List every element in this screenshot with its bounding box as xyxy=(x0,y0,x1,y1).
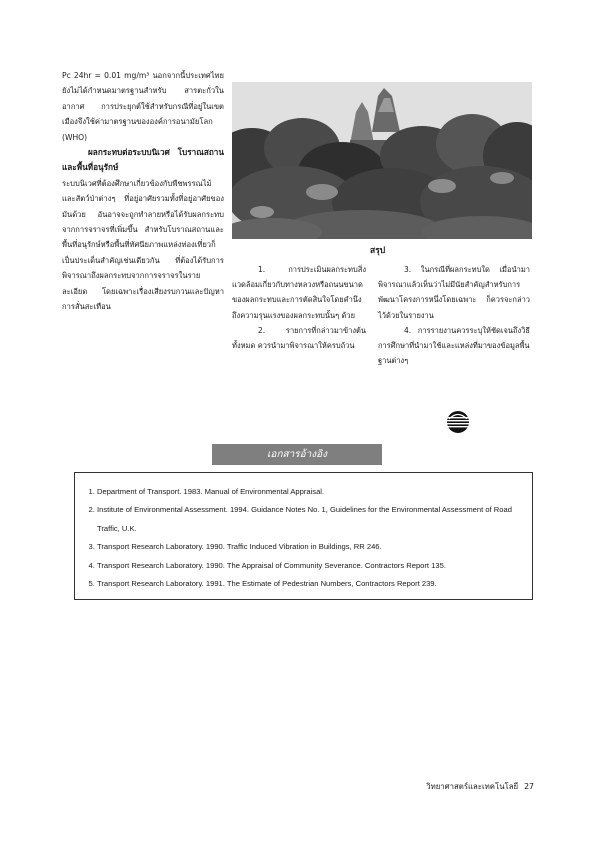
summary-item-1: 1. การประเมินผลกระทบสิ่งแวดล้อมเกี่ยวกับทางหลวงหรือถนนขนาดของผลกระทบและการตัดสินใจโดยคำนึงถึงความรุนแรงของผลกระทบนั้นๆ ด้วย xyxy=(232,265,366,320)
reference-item: 3. Transport Research Laboratory. 1990. Traffic Induced Vibration in Buildings, RR 246. xyxy=(97,538,524,556)
reference-item: 2. Institute of Environmental Assessment. 1994. Guidance Notes No. 1, Guidelines for the Environmental Assessment of Road Traffic, U.K. xyxy=(97,501,524,538)
left-column xyxy=(62,68,224,315)
temple-ruins-illustration xyxy=(232,82,532,239)
temple-ruins-photo xyxy=(232,82,532,239)
end-mark-logo-icon xyxy=(446,410,470,434)
summary-item-2: 2. รายการที่กล่าวมาข้างต้นทั้งหมด ควรนำมาพิจารณาให้ครบถ้วน xyxy=(232,325,366,351)
summary-item-4: 4. การรายงานควรระบุให้ชัดเจนถึงวิธีการศึกษาที่นำมาใช้และแหล่งที่มาของข้อมูลพื้นฐานต่างๆ xyxy=(378,325,530,366)
summary-heading: สรุป xyxy=(370,246,386,256)
reference-item: 5. Transport Research Laboratory. 1991. The Estimate of Pedestrian Numbers, Contractors Report 239. xyxy=(97,575,524,593)
reference-item: 1. Department of Transport. 1983. Manual of Environmental Appraisal. xyxy=(97,483,524,501)
paragraph-lead-standard: Pc 24hr = 0.01 mg/m³ นอกจากนี้ประเทศไทยยังไม่ได้กำหนดมาตรฐานสำหรับ สารตะกั่วในอากาศ การประยุกต์ใช้สำหรับกรณีที่อยู่ในเขตเมืองจึงใช้ค่ามาตรฐานขององค์การอนามัยโลก (WHO) xyxy=(62,71,224,142)
page-number: 27 xyxy=(524,782,534,791)
section-heading-ecosystem: ผลกระทบต่อระบบนิเวศ โบราณสถานและพื้นที่อนุรักษ์ xyxy=(62,147,224,173)
references-list xyxy=(83,483,524,593)
summary-column-1 xyxy=(232,262,366,353)
summary-column-2 xyxy=(378,262,530,368)
page-footer xyxy=(394,781,534,793)
references-banner: เอกสารอ้างอิง xyxy=(212,444,382,465)
paragraph-ecosystem: ระบบนิเวศที่ต้องศึกษาเกี่ยวข้องกับพืชพรรณไม้และสัตว์ป่าต่างๆ ที่อยู่อาศัยรวมทั้งที่อยู่อาศัยของมันด้วย อันอาจจะถูกทำลายหรือได้รับผลกระทบจากการจราจรที่เพิ่มขึ้น สำหรับโบราณสถานและพื้นที่อนุรักษ์หรือพื้นที่ทัศนียภาพแหล่งท่องเที่ยวก็เป็นประเด็นสำคัญเช่นเดียวกัน ที่ต้องได้รับการพิจารณาถึงผลกระทบจากการจราจรในรายละเอียด โดยเฉพาะเรื่องเสียงรบกวนและปัญหาการสั่นสะเทือน xyxy=(62,178,224,312)
summary-item-3: 3. ในกรณีที่ผลกระทบใด เมื่อนำมาพิจารณาแล้วเห็นว่าไม่มีนัยสำคัญสำหรับการพัฒนาโครงการหนึ่งโดยเฉพาะ ก็ควรจะกล่าวไว้ด้วยในรายงาน xyxy=(378,265,530,320)
reference-item: 4. Transport Research Laboratory. 1990. The Appraisal of Community Severance. Contractors Report 135. xyxy=(97,557,524,575)
journal-name: วิทยาศาสตร์และเทคโนโลยี xyxy=(426,782,519,791)
references-box xyxy=(74,472,533,600)
